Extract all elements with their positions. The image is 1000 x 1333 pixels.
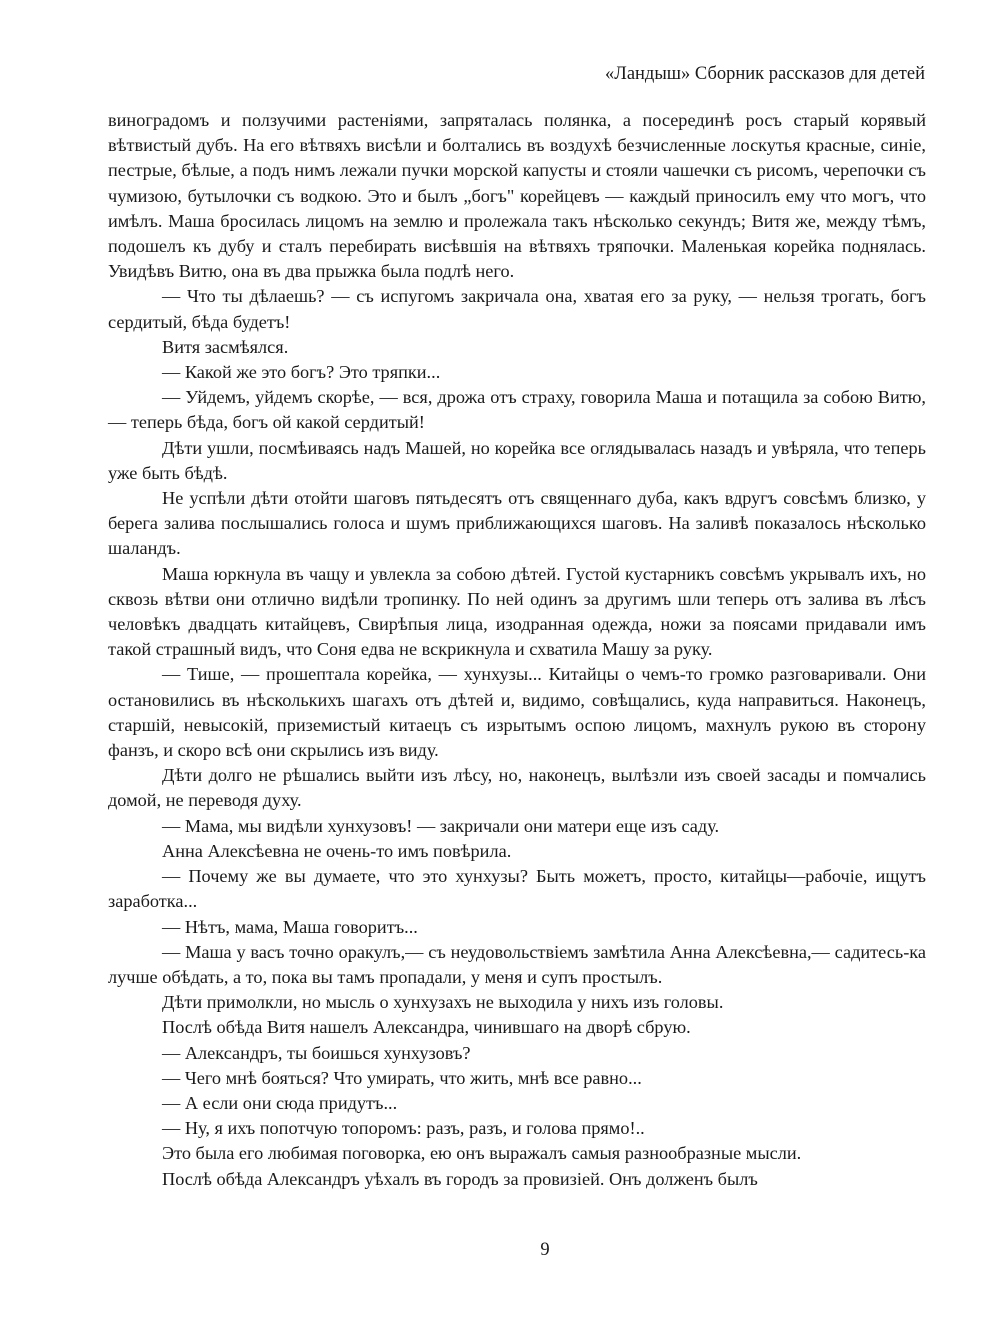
paragraph: Маша юркнула въ чащу и увлекла за собою дѣтей. Густой кустарникъ совсѣмъ укрывалъ ихъ, но сквозь вѣтви они отлично видѣли тропинку. По ней одинъ за другимъ шли теперь отъ залива въ лѣсъ человѣкъ двадцать китайцевъ, Свирѣпыя лица, изодранная одежда, ножи за поясами придавали имъ такой страшный видъ, что Соня едва не вскрикнула и схватила Машу за руку. bbox=[108, 563, 926, 660]
paragraph: — Маша у васъ точно оракулъ,— съ неудовольствіемъ замѣтила Анна Алексѣевна,— садитесь-ка лучше обѣдать, а то, пока вы тамъ пропадали, у меня и супъ простылъ. bbox=[108, 941, 926, 987]
paragraph-continuation: виноградомъ и ползучими растеніями, запряталась полянка, а посерединѣ росъ старый корявый вѣтвистый дубъ. На его вѣтвяхъ висѣли и болтались въ воздухѣ безчисленные лоскутья красные, синіе, пестрые, бѣлые, а подъ нимъ лежали пучки морской капусты и стояли чашечки съ рисомъ, черепочки съ чумизою, бутылочки съ водкою. Это и былъ „богъ" корейцевъ — каждый приносилъ ему что могъ, что имѣлъ. Маша бросилась лицомъ на землю и пролежала такъ нѣсколько секундъ; Витя же, между тѣмъ, подошелъ къ дубу и сталъ перебирать висѣвшія на вѣтвяхъ тряпочки. Маленькая корейка поднялась. Увидѣвъ Витю, она въ два прыжка была подлѣ него. bbox=[108, 110, 926, 282]
paragraph: Не успѣли дѣти отойти шаговъ пятьдесятъ отъ священнаго дуба, какъ вдругъ совсѣмъ близко, у берега залива послышались голоса и шумъ приближающихся шаговъ. На заливѣ показалось нѣсколько шаландъ. bbox=[108, 488, 926, 559]
paragraph: — Мама, мы видѣли хунхузовъ! — закричали они матери еще изъ саду. bbox=[162, 815, 720, 836]
paragraph: — Ну, я ихъ попотчую топоромъ: разъ, разъ, и голова прямо!.. bbox=[162, 1118, 645, 1139]
paragraph: Анна Алексѣевна не очень-то имъ повѣрила. bbox=[162, 840, 512, 861]
running-header: «Ландыш» Сборник рассказов для детей bbox=[605, 64, 925, 84]
paragraph: — Какой же это богъ? Это тряпки... bbox=[162, 362, 441, 383]
paragraph: Это была его любимая поговорка, ею онъ выражалъ самыя разнообразные мысли. bbox=[162, 1143, 802, 1164]
paragraph: Послѣ обѣда Витя нашелъ Александра, чинившаго на дворѣ сбрую. bbox=[162, 1017, 691, 1038]
paragraph: — Чего мнѣ бояться? Что умирать, что жить, мнѣ все равно... bbox=[162, 1067, 642, 1088]
page-number: 9 bbox=[540, 1240, 550, 1260]
paragraph: — Тише, — прошептала корейка, — хунхузы... Китайцы о чемъ-то громко разговаривали. Они остановились въ нѣсколькихъ шагахъ отъ дѣтей и, видимо, совѣщались, куда направиться. Наконецъ, старшій, невысокій, приземистый китаецъ съ изрытымъ оспою лицомъ, махнулъ рукою въ сторону фанзъ, и скоро всѣ они скрылись изъ виду. bbox=[108, 664, 926, 761]
paragraph: — Уйдемъ, уйдемъ скорѣе, — вся, дрожа отъ страху, говорила Маша и потащила за собою Витю, — теперь бѣда, богъ ой какой сердитый! bbox=[108, 387, 926, 433]
paragraph: Дѣти долго не рѣшались выйти изъ лѣсу, но, наконецъ, вылѣзли изъ своей засады и помчались домой, не переводя духу. bbox=[108, 765, 926, 811]
paragraph: — Нѣтъ, мама, Маша говоритъ... bbox=[162, 916, 418, 937]
paragraph: Витя засмѣялся. bbox=[162, 336, 289, 357]
paragraph: — Александръ, ты боишься хунхузовъ? bbox=[162, 1042, 471, 1063]
paragraph: — Что ты дѣлаешь? — съ испугомъ закричала она, хватая его за руку, — нельзя трогать, богъ сердитый, бѣда будетъ! bbox=[108, 286, 926, 332]
paragraph: — Почему же вы думаете, что это хунхузы? Быть можетъ, просто, китайцы—рабочіе, ищутъ заработка... bbox=[108, 866, 926, 912]
paragraph: Дѣти примолкли, но мысль о хунхузахъ не выходила у нихъ изъ головы. bbox=[162, 992, 724, 1013]
page-body bbox=[108, 108, 926, 1192]
paragraph: Дѣти ушли, посмѣиваясь надъ Машей, но корейка все оглядывалась назадъ и увѣряла, что теперь уже быть бѣдѣ. bbox=[108, 437, 926, 483]
paragraph: — А если они сюда придутъ... bbox=[162, 1092, 398, 1113]
paragraph: Послѣ обѣда Александръ уѣхалъ въ городъ за провизіей. Онъ долженъ былъ bbox=[162, 1168, 758, 1189]
